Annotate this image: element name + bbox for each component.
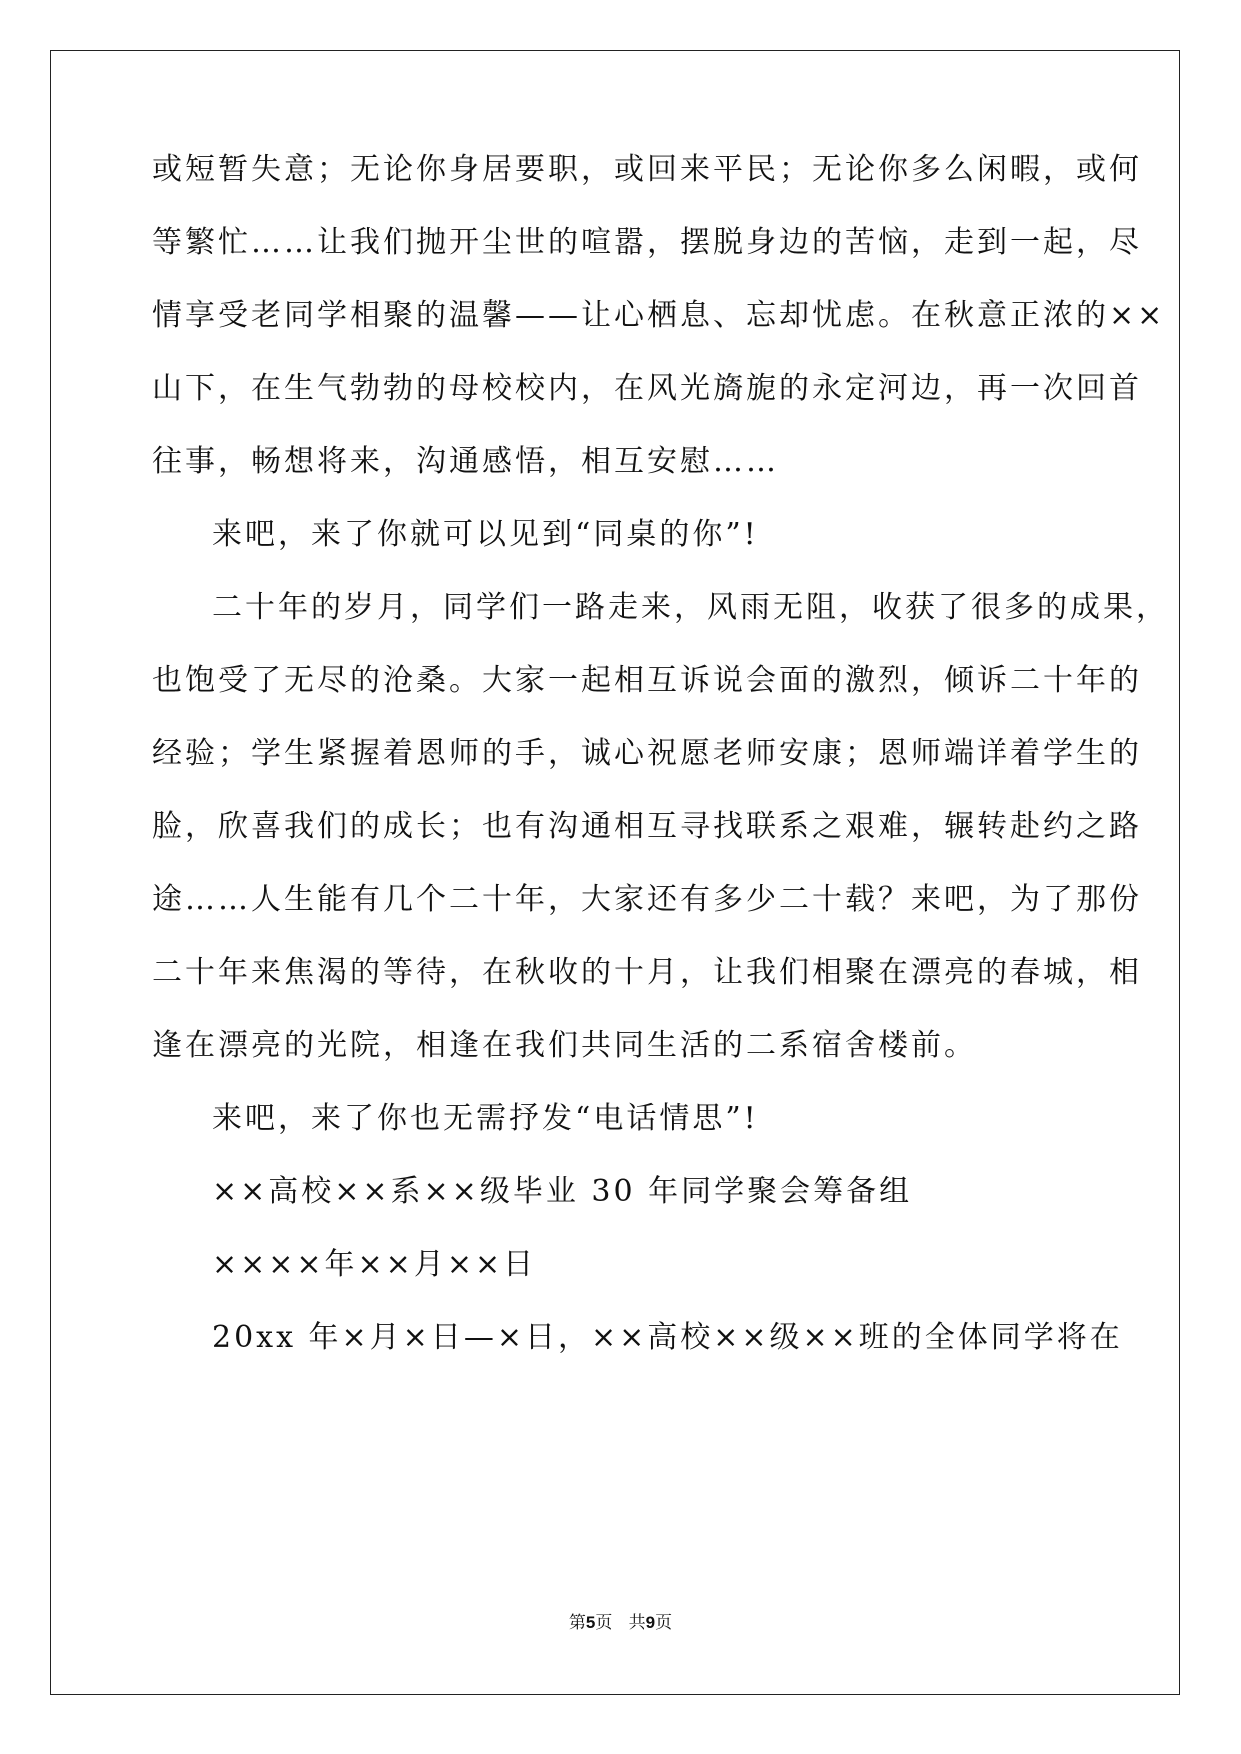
text-line: 20xx 年×月×日—×日，××高校××级××班的全体同学将在: [212, 1320, 1123, 1355]
page-prefix: 第: [568, 1613, 586, 1633]
page-suffix: 页: [655, 1613, 673, 1633]
text-line: 途……人生能有几个二十年，大家还有多少二十载？来吧，为了那份: [152, 882, 1142, 917]
text-line: ××高校××系××级毕业 30 年同学聚会筹备组: [212, 1174, 913, 1209]
text-line: 逢在漂亮的光院，相逢在我们共同生活的二系宿舍楼前。: [152, 1028, 977, 1063]
text-line: 或短暂失意；无论你身居要职，或回来平民；无论你多么闲暇，或何: [152, 152, 1142, 187]
text-line: 二十年来焦渴的等待，在秋收的十月，让我们相聚在漂亮的春城，相: [152, 955, 1142, 990]
text-line: 也饱受了无尽的沧桑。大家一起相互诉说会面的激烈，倾诉二十年的: [152, 663, 1142, 698]
page-current: 5: [585, 1613, 596, 1632]
text-line: 往事，畅想将来，沟通感悟，相互安慰……: [152, 444, 779, 479]
text-line: 经验；学生紧握着恩师的手，诚心祝愿老师安康；恩师端详着学生的: [152, 736, 1142, 771]
text-line: 等繁忙……让我们抛开尘世的喧嚣，摆脱身边的苦恼，走到一起，尽: [152, 225, 1142, 260]
text-line: 二十年的岁月，同学们一路走来，风雨无阻，收获了很多的成果，: [212, 590, 1169, 625]
text-line: 脸，欣喜我们的成长；也有沟通相互寻找联系之艰难，辗转赴约之路: [152, 809, 1142, 844]
page-mid: 页 共: [595, 1613, 646, 1633]
text-line: 情享受老同学相聚的温馨——让心栖息、忘却忧虑。在秋意正浓的××: [152, 298, 1166, 333]
text-line: 山下，在生气勃勃的母校校内，在风光旖旎的永定河边，再一次回首: [152, 371, 1142, 406]
text-line: ××××年××月××日: [212, 1247, 537, 1282]
page-footer: [0, 1612, 1241, 1634]
text-line: 来吧，来了你也无需抒发“电话情思”!: [212, 1101, 759, 1136]
text-line: 来吧，来了你就可以见到“同桌的你”!: [212, 517, 759, 552]
page-total: 9: [645, 1613, 656, 1632]
